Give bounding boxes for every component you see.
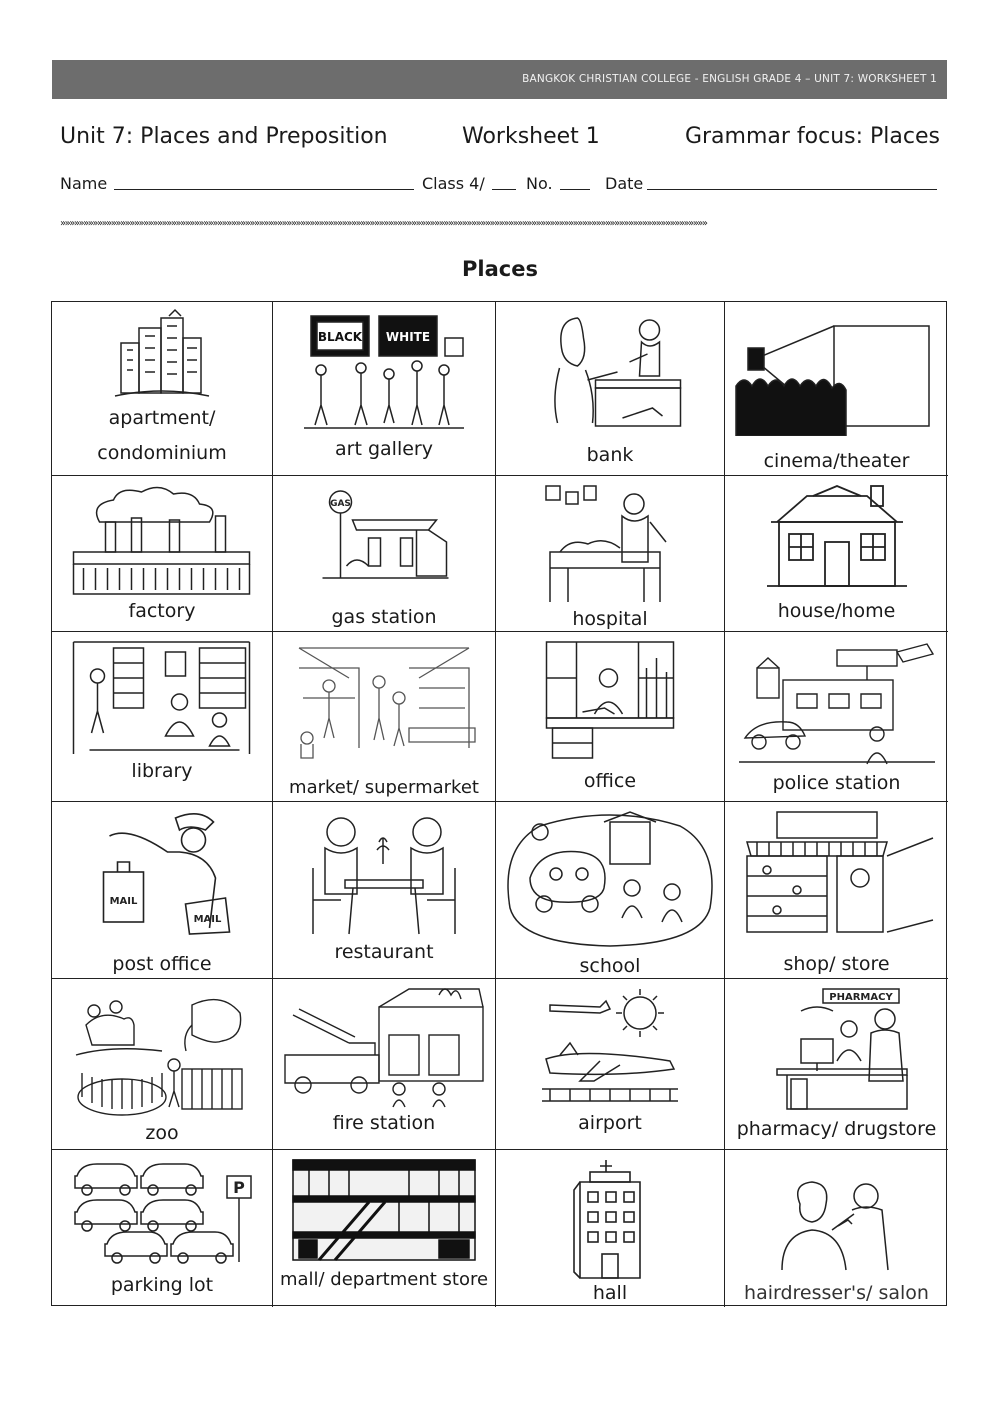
gallery-white-text: WHITE <box>385 330 431 344</box>
parking-sign-text: P <box>233 1178 245 1197</box>
section-heading: Places <box>462 257 538 281</box>
place-label: bank <box>586 444 634 467</box>
place-label: mall/ department store <box>279 1269 489 1291</box>
date-field[interactable] <box>647 174 937 194</box>
place-cell-airport <box>496 979 725 1150</box>
grammar-focus: Grammar focus: Places <box>684 124 940 149</box>
factory-icon <box>70 482 255 600</box>
art-gallery-icon <box>299 308 469 433</box>
place-cell-bank <box>496 302 725 476</box>
place-label: airport <box>578 1112 642 1135</box>
place-label <box>52 401 272 471</box>
mall-icon <box>289 1156 479 1264</box>
place-cell-cinema <box>725 302 948 476</box>
library-icon <box>70 638 255 758</box>
place-cell-hall <box>496 1150 725 1307</box>
market-icon <box>289 638 479 762</box>
place-cell-house <box>725 476 948 632</box>
apartment-icon <box>107 308 217 403</box>
place-cell-zoo <box>52 979 273 1150</box>
place-cell-parking-lot <box>52 1150 273 1307</box>
place-label: post office <box>112 953 212 976</box>
place-cell-market <box>273 632 496 802</box>
number-field[interactable] <box>560 174 590 194</box>
house-icon <box>757 482 917 594</box>
place-cell-office <box>496 632 725 802</box>
bank-icon <box>538 308 683 433</box>
place-cell-apartment <box>52 302 273 476</box>
gallery-black-text: BLACK <box>317 330 363 344</box>
place-label: pharmacy/ drugstore <box>736 1118 937 1141</box>
mail-bag-text: MAIL <box>193 914 222 925</box>
place-label: school <box>579 955 641 978</box>
place-label-line2: condominium <box>97 441 227 464</box>
place-label: zoo <box>145 1122 179 1145</box>
zoo-icon <box>72 985 252 1125</box>
places-grid <box>51 301 947 1306</box>
place-label: hairdresser's/ salon <box>744 1282 929 1305</box>
place-label: hall <box>592 1282 628 1305</box>
place-cell-gas-station <box>273 476 496 632</box>
place-cell-pharmacy <box>725 979 948 1150</box>
title-row <box>60 124 940 156</box>
place-cell-fire-station <box>273 979 496 1150</box>
place-cell-post-office <box>52 802 273 979</box>
pharmacy-sign-text: PHARMACY <box>828 992 893 1003</box>
place-label: art gallery <box>335 438 433 461</box>
place-label: factory <box>128 600 196 623</box>
class-label: Class 4/ <box>422 174 485 193</box>
class-field[interactable] <box>492 174 516 194</box>
worksheet-title: Worksheet 1 <box>462 124 600 149</box>
post-office-icon <box>90 808 235 936</box>
fire-station-icon <box>279 985 489 1111</box>
school-icon <box>500 808 720 948</box>
place-label: restaurant <box>334 941 434 964</box>
place-cell-art-gallery <box>273 302 496 476</box>
gas-station-icon <box>317 482 452 582</box>
hall-icon <box>570 1156 650 1284</box>
parking-lot-icon <box>67 1156 257 1264</box>
place-label: house/home <box>777 600 896 623</box>
gas-sign-text: GAS <box>330 499 351 509</box>
unit-title: Unit 7: Places and Preposition <box>60 124 388 149</box>
place-label: shop/ store <box>783 953 890 976</box>
place-cell-factory <box>52 476 273 632</box>
number-label: No. <box>526 174 553 193</box>
shop-icon <box>737 808 937 940</box>
restaurant-icon <box>299 808 469 936</box>
place-label: parking lot <box>110 1274 214 1297</box>
police-station-icon <box>737 638 937 766</box>
salon-icon <box>772 1174 902 1274</box>
place-label: gas station <box>331 606 437 629</box>
place-cell-salon <box>725 1150 948 1307</box>
pharmacy-icon <box>757 985 917 1113</box>
place-label: office <box>583 770 637 793</box>
place-cell-school <box>496 802 725 979</box>
place-label: fire station <box>332 1112 436 1135</box>
header-bar-text: BANGKOK CHRISTIAN COLLEGE - ENGLISH GRADE 4 – UNIT 7: WORKSHEET 1 <box>522 73 937 85</box>
cinema-icon <box>734 308 944 436</box>
place-label: police station <box>772 772 901 795</box>
place-label: hospital <box>572 608 648 631</box>
separator-line: »»»»»»»»»»»»»»»»»»»»»»»»»»»»»»»»»»»»»»»»»»»»»»»»»»»»»»»»»»»»»»»»»»»»»»»»»»»»»»»»»»»»»»»»»»»»»»»»»»»»»»»»»»»»»»»»»»»»»»»»»»»»»»»»»»»»»»»»»»»» <box>60 218 707 229</box>
place-label: cinema/theater <box>763 450 910 473</box>
name-field[interactable] <box>114 174 414 194</box>
place-label: market/ supermarket <box>289 777 479 799</box>
student-info-row <box>60 174 940 198</box>
place-cell-mall <box>273 1150 496 1307</box>
place-cell-library <box>52 632 273 802</box>
mail-box-text: MAIL <box>109 896 138 907</box>
office-icon <box>543 638 678 762</box>
place-cell-hospital <box>496 476 725 632</box>
hospital-icon <box>540 482 680 610</box>
place-cell-police-station <box>725 632 948 802</box>
name-label: Name <box>60 174 108 193</box>
place-cell-restaurant <box>273 802 496 979</box>
header-bar <box>52 60 947 99</box>
place-cell-shop <box>725 802 948 979</box>
airport-icon <box>540 985 680 1113</box>
place-label: library <box>131 760 193 783</box>
date-label: Date <box>605 174 644 193</box>
place-label-line1: apartment/ <box>108 406 216 429</box>
